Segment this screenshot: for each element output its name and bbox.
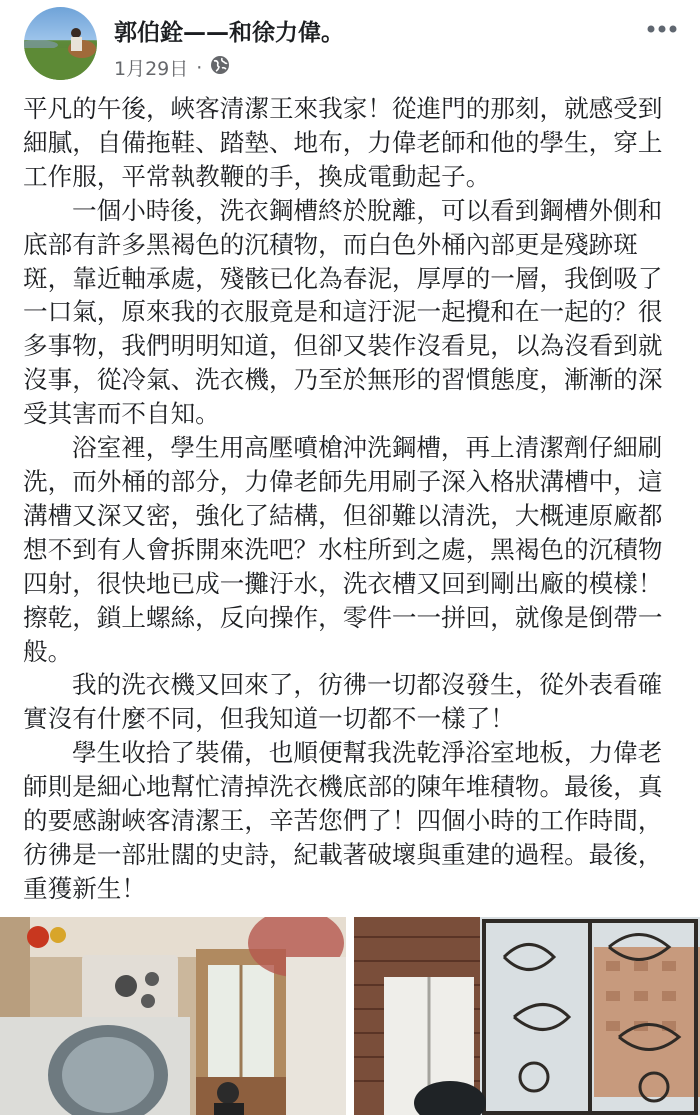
author-avatar[interactable]	[24, 7, 97, 80]
post-paragraph: 浴室裡，學生用高壓噴槍沖洗鋼槽，再上清潔劑仔細刷洗，而外桶的部分，力偉老師先用刷子深入格狀溝槽中，這溝槽又深又密，強化了結構，但卻難以清洗，大概連原廠都想不到有人會拆開來洗吧？水柱所到之處，黑褐色的沉積物四射，很快地已成一攤汙水，洗衣槽又回到剛出廠的模樣！擦乾，鎖上螺絲，反向操作，零件一一拼回，就像是倒帶一般。	[23, 433, 663, 666]
photo-washing-machine[interactable]	[0, 917, 346, 1115]
more-options-icon[interactable]	[646, 8, 678, 41]
post-header	[0, 0, 700, 88]
photo-window[interactable]	[354, 917, 700, 1115]
post-paragraph: 我的洗衣機又回來了，彷彿一切都沒發生，從外表看確實沒有什麼不同，但我知道一切都不一樣了！	[23, 670, 663, 734]
photo-grid	[0, 917, 700, 1115]
post-paragraph: 一個小時後，洗衣鋼槽終於脫離，可以看到鋼槽外側和底部有許多黑褐色的沉積物，而白色外桶內部更是殘跡斑斑，靠近軸承處，殘骸已化為春泥，厚厚的一層，我倒吸了一口氣，原來我的衣服竟是和這汙泥一起攪和在一起的？很多事物，我們明明知道，但卻又裝作沒看見，以為沒看到就沒事，從冷氣、洗衣機，乃至於無形的習慣態度，漸漸的深受其害而不自知。	[23, 195, 663, 429]
post-meta	[114, 54, 230, 81]
post-date[interactable]: 1月29日	[114, 58, 189, 80]
post-paragraph: 學生收拾了裝備，也順便幫我洗乾淨浴室地板，力偉老師則是細心地幫忙清掉洗衣機底部的陳年堆積物。最後，真的要感謝峽客清潔王，辛苦您們了！四個小時的工作時間，彷彿是一部壯闊的史詩，紀載著破壞與重建的過程。最後，重獲新生！	[23, 738, 663, 903]
author-name[interactable]: 郭伯銓——和徐力偉。	[114, 20, 344, 46]
post-paragraph: 平凡的午後，峽客清潔王來我家！從進門的那刻，就感受到細膩，自備拖鞋、踏墊、地布，力偉老師和他的學生，穿上工作服，平常執教鞭的手，換成電動起子。	[23, 94, 663, 191]
globe-icon[interactable]	[210, 55, 230, 80]
meta-separator: ·	[196, 56, 203, 79]
post-body	[23, 92, 683, 906]
